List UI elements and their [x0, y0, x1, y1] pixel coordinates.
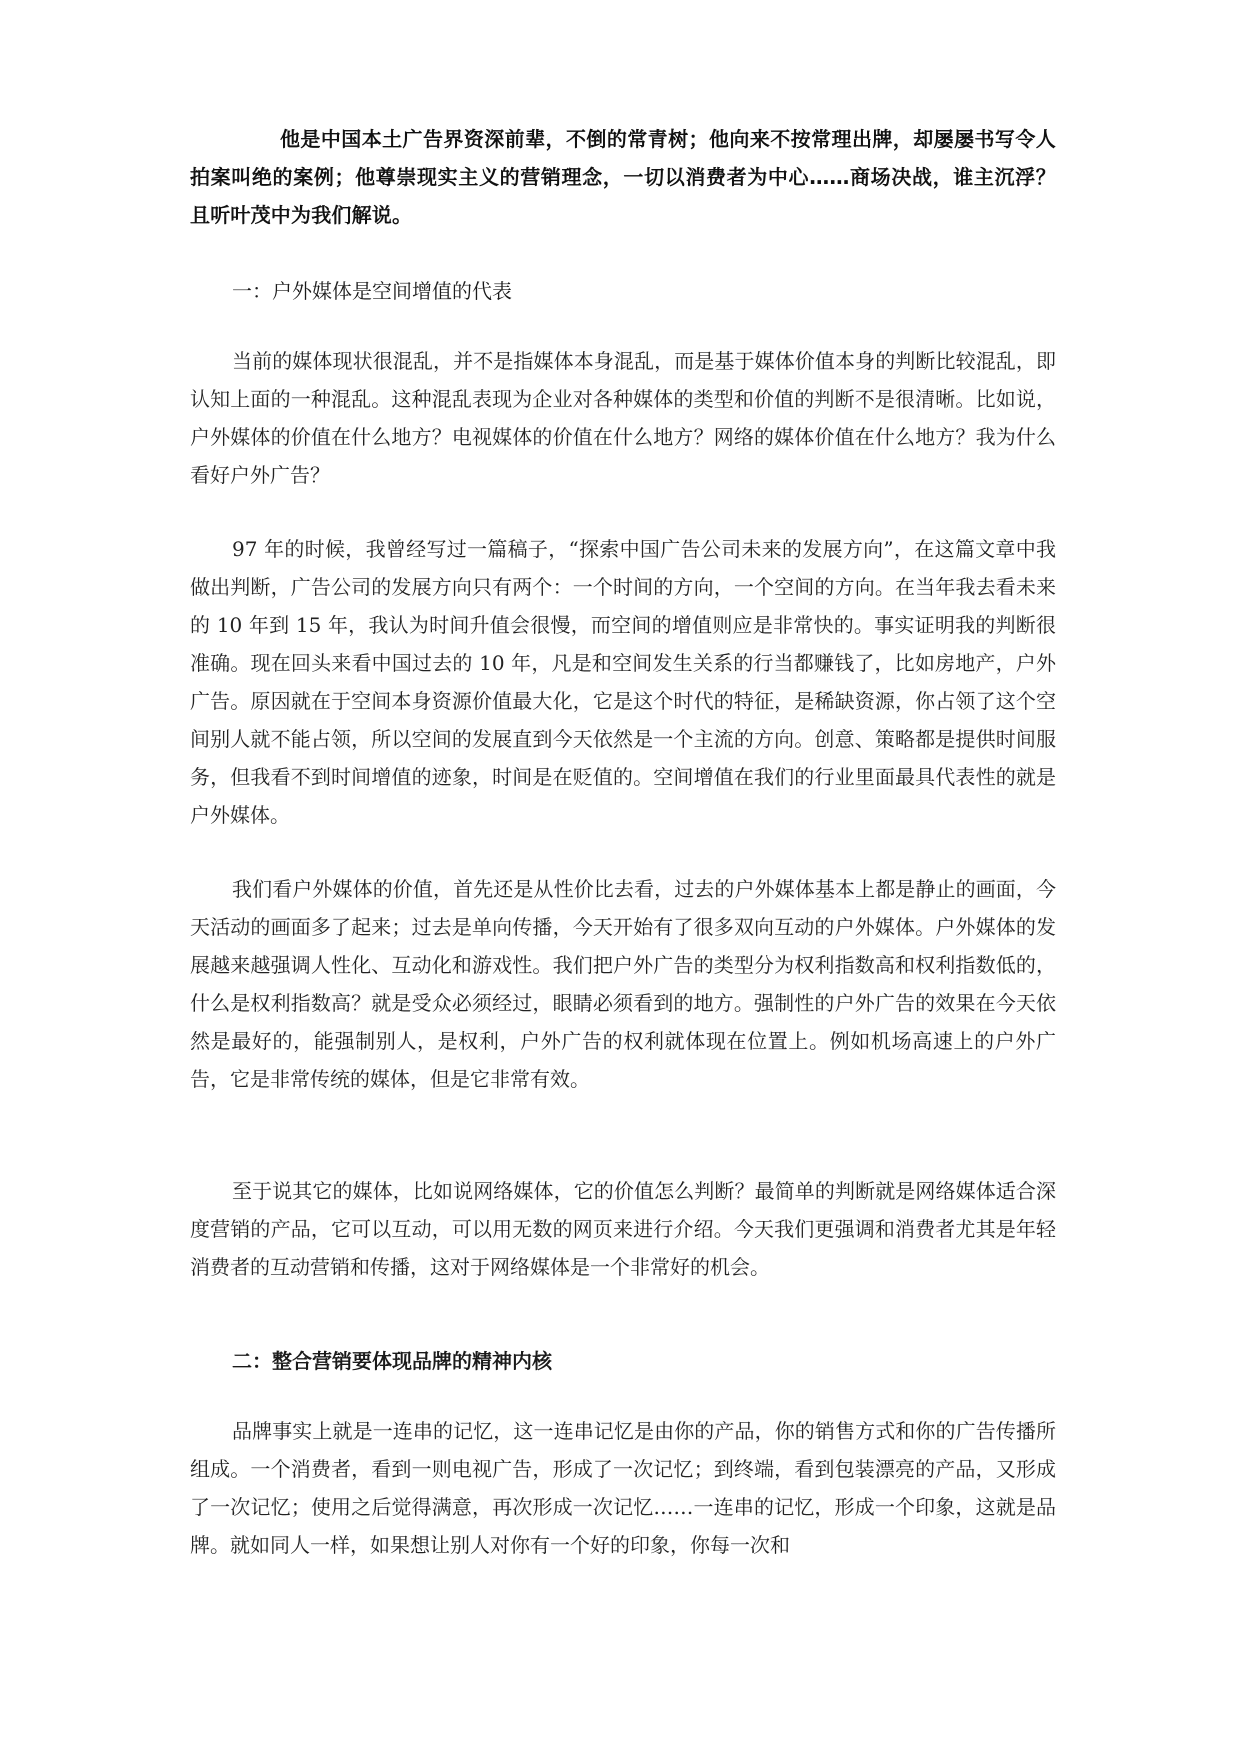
document-body [190, 120, 1056, 1600]
intro-paragraph: 他是中国本土广告界资深前辈，不倒的常青树；他向来不按常理出牌，却屡屡书写令人拍案叫绝的案例；他尊崇现实主义的营销理念，一切以消费者为中心……商场决战，谁主沉浮？且听叶茂中为我们解说。 [190, 127, 1056, 227]
section-1-paragraph-2: 97 年的时候，我曾经写过一篇稿子，“探索中国广告公司未来的发展方向”，在这篇文章中我做出判断，广告公司的发展方向只有两个：一个时间的方向，一个空间的方向。在当年我去看未来的 10 年到 15 年，我认为时间升值会很慢，而空间的增值则应是非常快的。事实证明我的判断很准确。现在回头来看中国过去的 10 年，凡是和空间发生关系的行当都赚钱了，比如房地产，户外广告。原因就在于空间本身资源价值最大化，它是这个时代的特征，是稀缺资源，你占领了这个空间别人就不能占领，所以空间的发展直到今天依然是一个主流的方向。创意、策略都是提供时间服务，但我看不到时间增值的迹象，时间是在贬值的。空间增值在我们的行业里面最具代表性的就是户外媒体。 [190, 537, 1056, 827]
section-1-heading: 一：户外媒体是空间增值的代表 [232, 279, 512, 303]
section-2-heading: 二：整合营销要体现品牌的精神内核 [232, 1349, 552, 1373]
section-1-paragraph-1: 当前的媒体现状很混乱，并不是指媒体本身混乱，而是基于媒体价值本身的判断比较混乱，即认知上面的一种混乱。这种混乱表现为企业对各种媒体的类型和价值的判断不是很清晰。比如说，户外媒体的价值在什么地方？电视媒体的价值在什么地方？网络的媒体价值在什么地方？我为什么看好户外广告？ [190, 349, 1056, 487]
section-1-paragraph-4: 至于说其它的媒体，比如说网络媒体，它的价值怎么判断？最简单的判断就是网络媒体适合深度营销的产品，它可以互动，可以用无数的网页来进行介绍。今天我们更强调和消费者尤其是年轻消费者的互动营销和传播，这对于网络媒体是一个非常好的机会。 [190, 1179, 1056, 1279]
section-1-paragraph-3: 我们看户外媒体的价值，首先还是从性价比去看，过去的户外媒体基本上都是静止的画面，今天活动的画面多了起来；过去是单向传播，今天开始有了很多双向互动的户外媒体。户外媒体的发展越来越强调人性化、互动化和游戏性。我们把户外广告的类型分为权利指数高和权利指数低的，什么是权利指数高？就是受众必须经过，眼睛必须看到的地方。强制性的户外广告的效果在今天依然是最好的，能强制别人，是权利，户外广告的权利就体现在位置上。例如机场高速上的户外广告，它是非常传统的媒体，但是它非常有效。 [190, 877, 1056, 1091]
section-2-paragraph-1: 品牌事实上就是一连串的记忆，这一连串记忆是由你的产品，你的销售方式和你的广告传播所组成。一个消费者，看到一则电视广告，形成了一次记忆；到终端，看到包装漂亮的产品，又形成了一次记忆；使用之后觉得满意，再次形成一次记忆……一连串的记忆，形成一个印象，这就是品牌。就如同人一样，如果想让别人对你有一个好的印象，你每一次和 [190, 1419, 1056, 1557]
